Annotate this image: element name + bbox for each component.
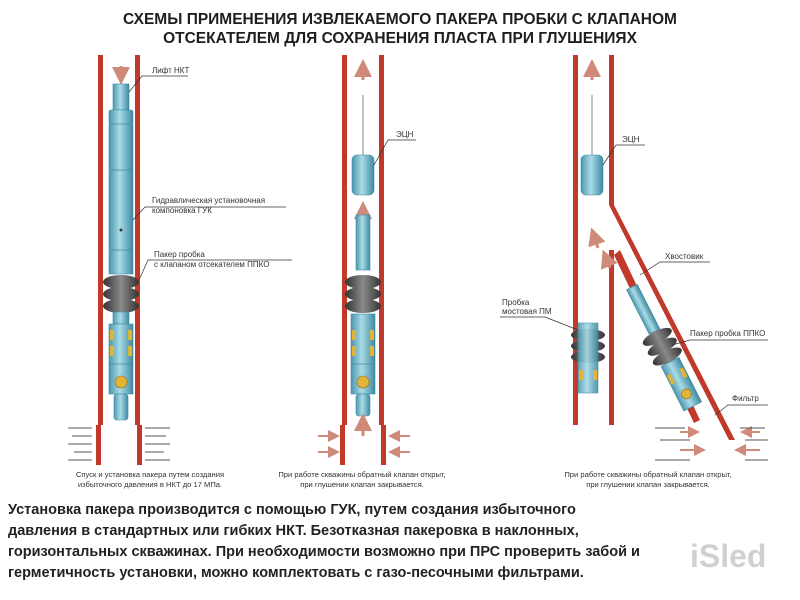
reservoir-perforations	[68, 428, 170, 460]
label-esp-scheme-2: ЭЦН	[396, 130, 414, 139]
esp-pump	[352, 155, 374, 195]
label-guk-line-1: Гидравлическая установочная	[152, 196, 266, 205]
casing-right-wall	[135, 55, 140, 425]
label-lift-tubing: Лифт НКТ	[152, 66, 190, 75]
label-bridge-plug-2: мостовая ПМ	[502, 307, 552, 316]
packer-seal-1	[103, 275, 139, 289]
tubing-coupling	[109, 110, 133, 124]
description-line-3: горизонтальных скважинах. При необходимости возможно при ПРС проверить забой и	[8, 544, 640, 560]
scheme-1	[68, 55, 292, 489]
label-guk-line-2: компоновка ГУК	[152, 206, 212, 215]
description-line-4: герметичность установки, можно комплектовать с газо-песочными фильтрами.	[8, 565, 584, 581]
label-packer-line-2: с клапаном отсекателем ППКО	[154, 260, 270, 269]
scheme-2	[278, 55, 445, 489]
check-valve-ball	[115, 376, 127, 388]
caption-3-line-2: при глушении клапан закрывается.	[586, 480, 710, 489]
bridge-plug	[578, 323, 598, 393]
label-packer-line-1: Пакер пробка	[154, 250, 205, 259]
esp-pump-scheme-3	[581, 155, 603, 195]
lift-tubing	[113, 84, 129, 110]
guk-assembly	[109, 124, 133, 274]
title-line-2: ОТСЕКАТЕЛЕМ ДЛЯ СОХРАНЕНИЯ ПЛАСТА ПРИ ГЛУШЕНИЯХ	[163, 30, 637, 47]
caption-2-line-2: при глушении клапан закрывается.	[300, 480, 424, 489]
description-line-1: Установка пакера производится с помощью ГУК, путем создания избыточного	[8, 502, 576, 518]
label-esp-scheme-3: ЭЦН	[622, 135, 640, 144]
packer-seal-3	[103, 299, 139, 313]
caption-2-line-1: При работе скважины обратный клапан открыт,	[278, 470, 446, 479]
label-tail-tubing: Хвостовик	[665, 252, 704, 261]
packer-seal-2	[103, 287, 139, 301]
casing-left-wall	[98, 55, 103, 425]
title-line-1: СХЕМЫ ПРИМЕНЕНИЯ ИЗВЛЕКАЕМОГО ПАКЕРА ПРОБКИ С КЛАПАНОМ	[123, 11, 677, 28]
label-packer-ppko: Пакер пробка ППКО	[690, 329, 766, 338]
label-bridge-plug-1: Пробка	[502, 298, 530, 307]
label-filter: Фильтр	[732, 394, 759, 403]
watermark: iSled	[690, 538, 767, 574]
scheme-3	[500, 55, 768, 489]
caption-1-line-1: Спуск и установка пакера путем создания	[75, 470, 225, 479]
description-line-2: давления в стандартных или гибких НКТ. Безотказная пакеровка в наклонных,	[8, 523, 579, 539]
caption-1-line-2: избыточного давления в НКТ до 17 МПа.	[77, 480, 223, 489]
description-text	[8, 500, 798, 584]
caption-3-line-1: При работе скважины обратный клапан открыт,	[564, 470, 732, 479]
